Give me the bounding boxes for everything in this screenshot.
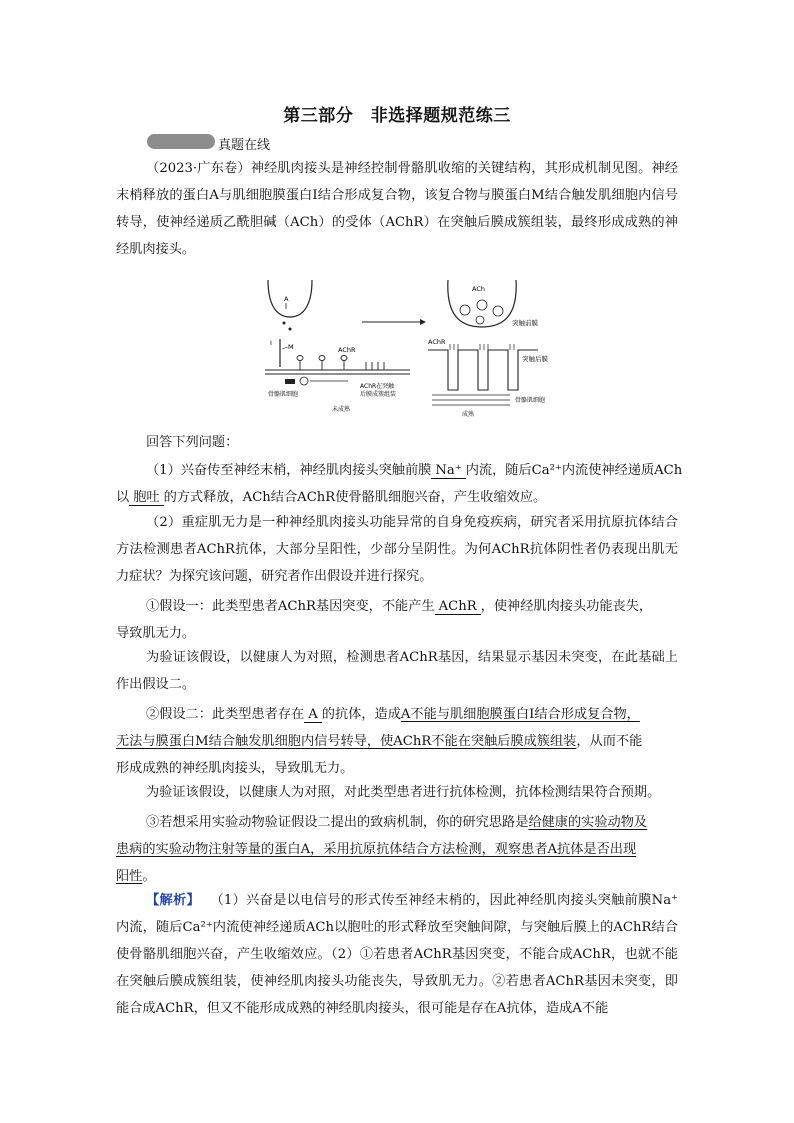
label-immature: 未成熟 <box>332 406 351 413</box>
label-I: Ⅰ <box>270 339 272 347</box>
analysis-tag: 【解析】 <box>146 893 201 908</box>
label-AChR-right: AChR <box>428 338 446 346</box>
section-badge <box>147 134 215 149</box>
h2-line2: 无法与膜蛋白M结合触发肌细胞内信号转导，使AChR不能在突触后膜成簇组装，从而不能 <box>116 734 643 749</box>
label-cluster-2: 后膜成簇组装 <box>360 391 397 398</box>
answer-na: Na⁺ <box>431 463 465 479</box>
q3-line3: 阳性。 <box>116 869 156 884</box>
h1-line1: ①假设一：此类型患者AChR基因突变，不能产生 AChR ，使神经肌肉接头功能丧失， <box>146 599 653 614</box>
section-label: 真题在线 <box>218 138 271 153</box>
answer-achr: AChR <box>435 599 481 615</box>
label-cluster-1: AChR在突触 <box>360 383 395 390</box>
q3-line1: ③若想采用实验动物验证假设二提出的致病机制，你的研究思路是给健康的实验动物及 <box>146 815 648 830</box>
label-M: M <box>288 343 294 351</box>
h2-line1: ②假设二：此类型患者存在 A 的抗体，造成A不能与肌细胞膜蛋白Ⅰ结合形成复合物， <box>146 707 640 722</box>
answer-idea-1: 给健康的实验动物及 <box>528 815 648 830</box>
q3-line2 <box>116 838 680 857</box>
verify2-paragraph: 为验证该假设，以健康人为对照，对此类型患者进行抗体检测，抗体检测结果符合预期。 <box>146 785 661 800</box>
answer-mechanism-2: 无法与膜蛋白M结合触发肌细胞内信号转导，使AChR不能在突触后膜成簇组装 <box>116 734 577 749</box>
label-mature: 成熟 <box>462 411 475 418</box>
intro-paragraph: （2023·广东卷）神经肌肉接头是神经控制骨骼肌收缩的关键结构，其形成机制见图。神经末梢释放的蛋白A与肌细胞膜蛋白Ⅰ结合形成复合物，该复合物与膜蛋白M结合触发肌细胞内信号转导，使神经递质乙酰胆碱（ACh）的受体（AChR）在突触后膜成簇组装，最终形成成熟的神经肌肉接头。 <box>116 161 678 257</box>
label-A: A <box>284 295 289 303</box>
label-postsynaptic: 突触后膜 <box>522 355 548 363</box>
prompt: 回答下列问题： <box>146 435 239 450</box>
answer-idea-3: 阳性 <box>116 869 143 884</box>
label-ACh: ACh <box>472 285 485 293</box>
verify1-paragraph: 为验证该假设，以健康人为对照，检测患者AChR基因，结果显示基因未突变，在此基础上作出假设二。 <box>116 650 678 692</box>
page-title: 第三部分 非选择题规范练三 <box>283 106 511 126</box>
figure-diagram <box>260 275 610 420</box>
answer-mechanism-1: A不能与肌细胞膜蛋白Ⅰ结合形成复合物， <box>400 707 640 722</box>
h2-line3: 形成成熟的神经肌肉接头，导致肌无力。 <box>116 761 354 776</box>
answer-idea-2: 患病的实验动物注射等量的蛋白A，采用抗原抗体结合方法检测，观察患者A抗体是否出现 <box>116 842 637 857</box>
q1-line2: 以 胞吐 的方式释放，ACh结合AChR使骨骼肌细胞兴奋，产生收缩效应。 <box>116 490 547 505</box>
q2-paragraph: （2）重症肌无力是一种神经肌肉接头功能异常的自身免疫疾病，研究者采用抗原抗体结合方法检测患者AChR抗体，大部分呈阳性，少部分呈阴性。为何AChR抗体阴性者仍表现出肌无力症状？为探究该问题，研究者作出假设并进行探究。 <box>116 515 678 584</box>
answer-A: A <box>304 707 322 723</box>
answer-exocytosis: 胞吐 <box>129 490 163 506</box>
label-AChR-left: AChR <box>338 346 356 354</box>
label-presynaptic: 突触前膜 <box>512 319 538 327</box>
q1-line1: （1）兴奋传至神经末梢，神经肌肉接头突触前膜 Na⁺ 内流，随后Ca²⁺内流使神经递质ACh <box>146 463 683 478</box>
nerve-terminal-shape <box>268 280 312 317</box>
label-muscle-right: 骨骼肌细胞 <box>515 397 546 404</box>
label-muscle-left: 骨骼肌细胞 <box>268 391 299 398</box>
analysis-paragraph: 【解析】 （1）兴奋是以电信号的形式传至神经末梢的，因此神经肌肉接头突触前膜Na⁺内流，随后Ca²⁺内流使神经递质ACh以胞吐的形式释放至突触间隙，与突触后膜上的AChR结合使骨骼肌细胞兴奋，产生收缩效应。（2）①若患者AChR基因突变，不能合成AChR，也就不能在突触后膜成簇组装，使神经肌肉接头功能丧失，导致肌无力。②若患者AChR基因未突变，即能合成AChR，但又不能形成成熟的神经肌肉接头，很可能是存在A抗体，造成A不能 <box>116 893 679 1016</box>
h1-line2: 导致肌无力。 <box>116 626 196 641</box>
